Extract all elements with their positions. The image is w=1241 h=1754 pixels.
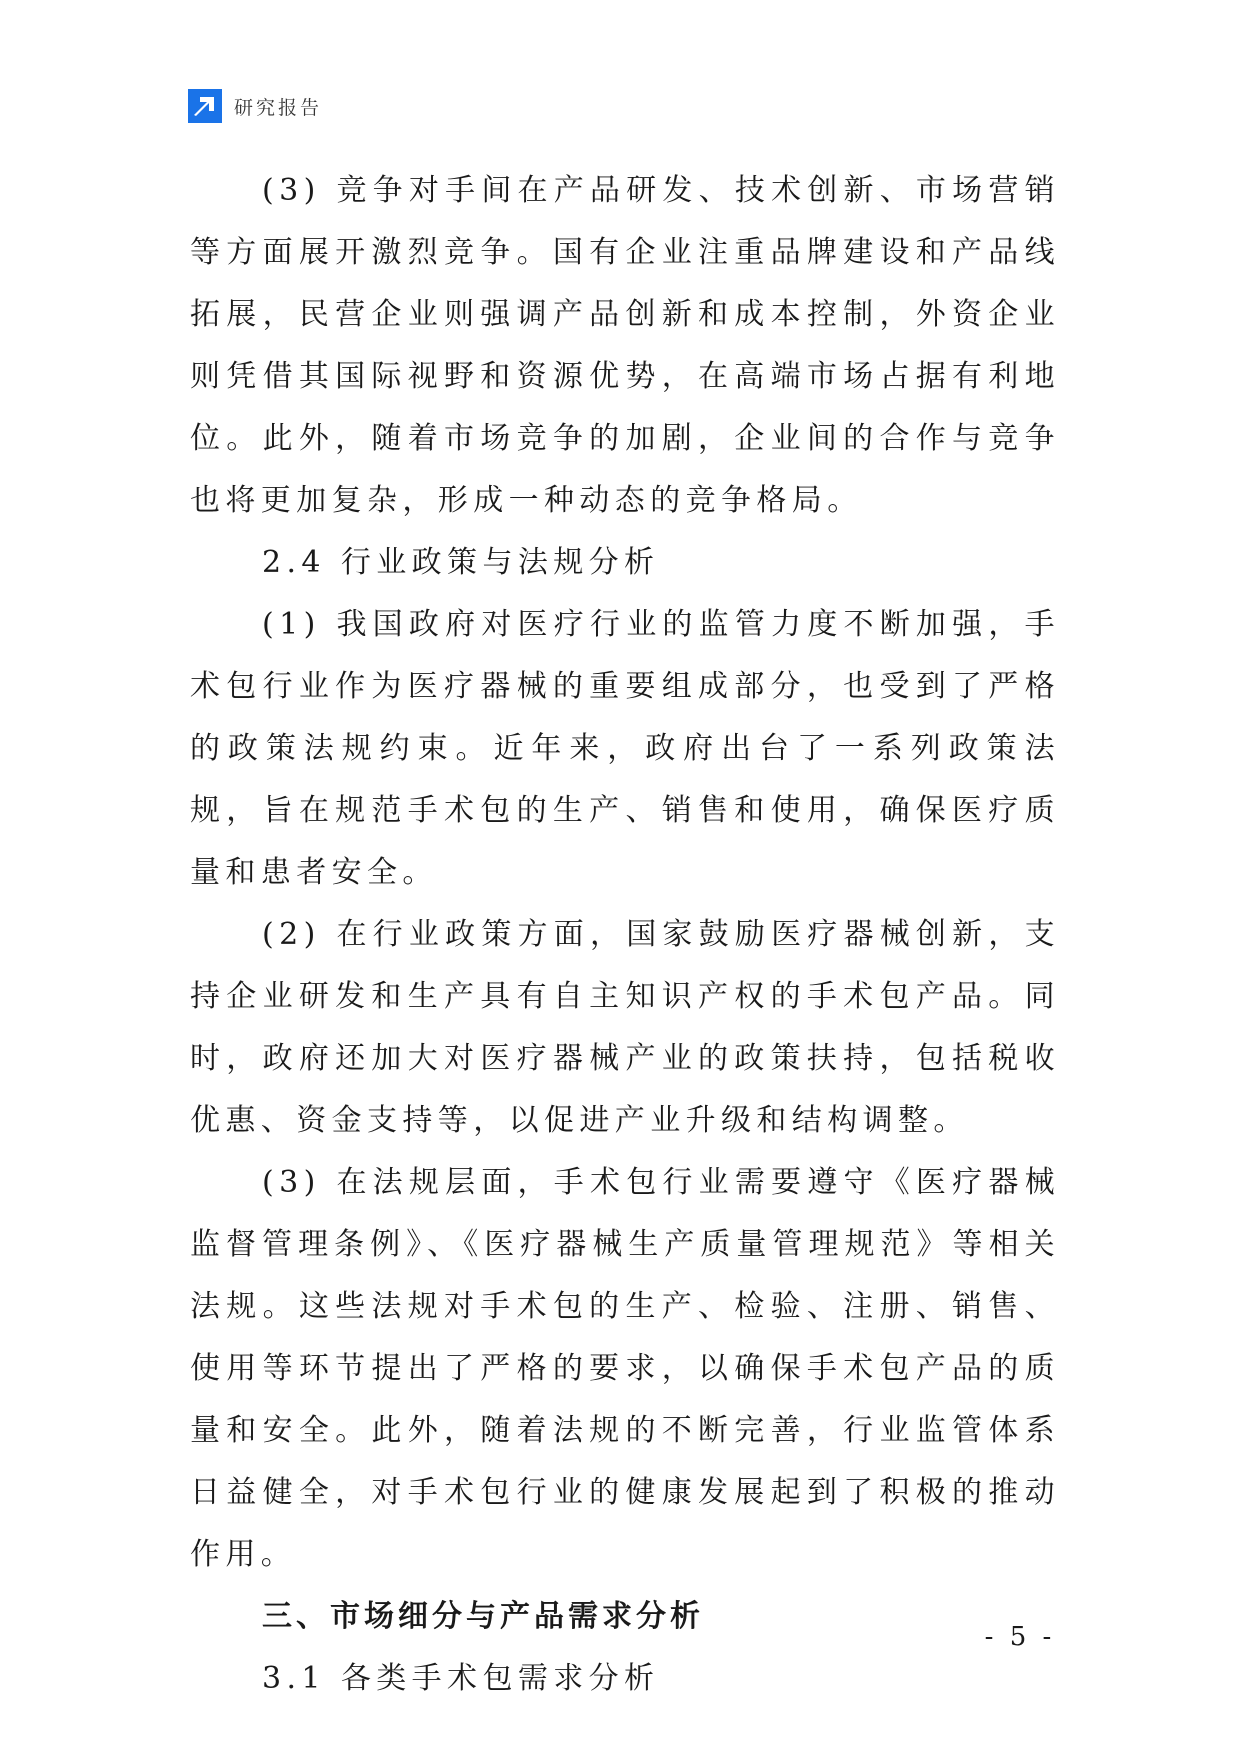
heading-section-3: 三、市场细分与产品需求分析 [262, 1599, 704, 1634]
paragraph-policy-3: (3) 在法规层面，手术包行业需要遵守《医疗器械监督管理条例》、《医疗器械生产质量管理规范》等相关法规。这些法规对手术包的生产、检验、注册、销售、使用等环节提出了严格的要求，以确保手术包产品的质量和安全。此外，随着法规的不断完善，行业监管体系日益健全，对手术包行业的健康发展起到了积极的推动作用。 [190, 1165, 1060, 1572]
page-number: - 5 - [984, 1622, 1056, 1652]
paragraph-policy-1: (1) 我国政府对医疗行业的监管力度不断加强，手术包行业作为医疗器械的重要组成部分，也受到了严格的政策法规约束。近年来，政府出台了一系列政策法规，旨在规范手术包的生产、销售和使用，确保医疗质量和患者安全。 [190, 607, 1060, 890]
arrow-logo-icon [188, 89, 222, 123]
paragraph-competition: (3) 竞争对手间在产品研发、技术创新、市场营销等方面展开激烈竞争。国有企业注重品牌建设和产品线拓展，民营企业则强调产品创新和成本控制，外资企业则凭借其国际视野和资源优势，在高端市场占据有利地位。此外，随着市场竞争的加剧，企业间的合作与竞争也将更加复杂，形成一种动态的竞争格局。 [190, 173, 1060, 518]
paragraph-policy-2: (2) 在行业政策方面，国家鼓励医疗器械创新，支持企业研发和生产具有自主知识产权的手术包产品。同时，政府还加大对医疗器械产业的政策扶持，包括税收优惠、资金支持等，以促进产业升级和结构调整。 [190, 917, 1060, 1138]
page-header [188, 88, 322, 124]
document-body [190, 160, 1060, 1710]
heading-demand-analysis: 3.1 各类手术包需求分析 [262, 1661, 660, 1696]
report-title: 研究报告 [234, 96, 323, 119]
heading-policy-analysis: 2.4 行业政策与法规分析 [262, 545, 660, 580]
